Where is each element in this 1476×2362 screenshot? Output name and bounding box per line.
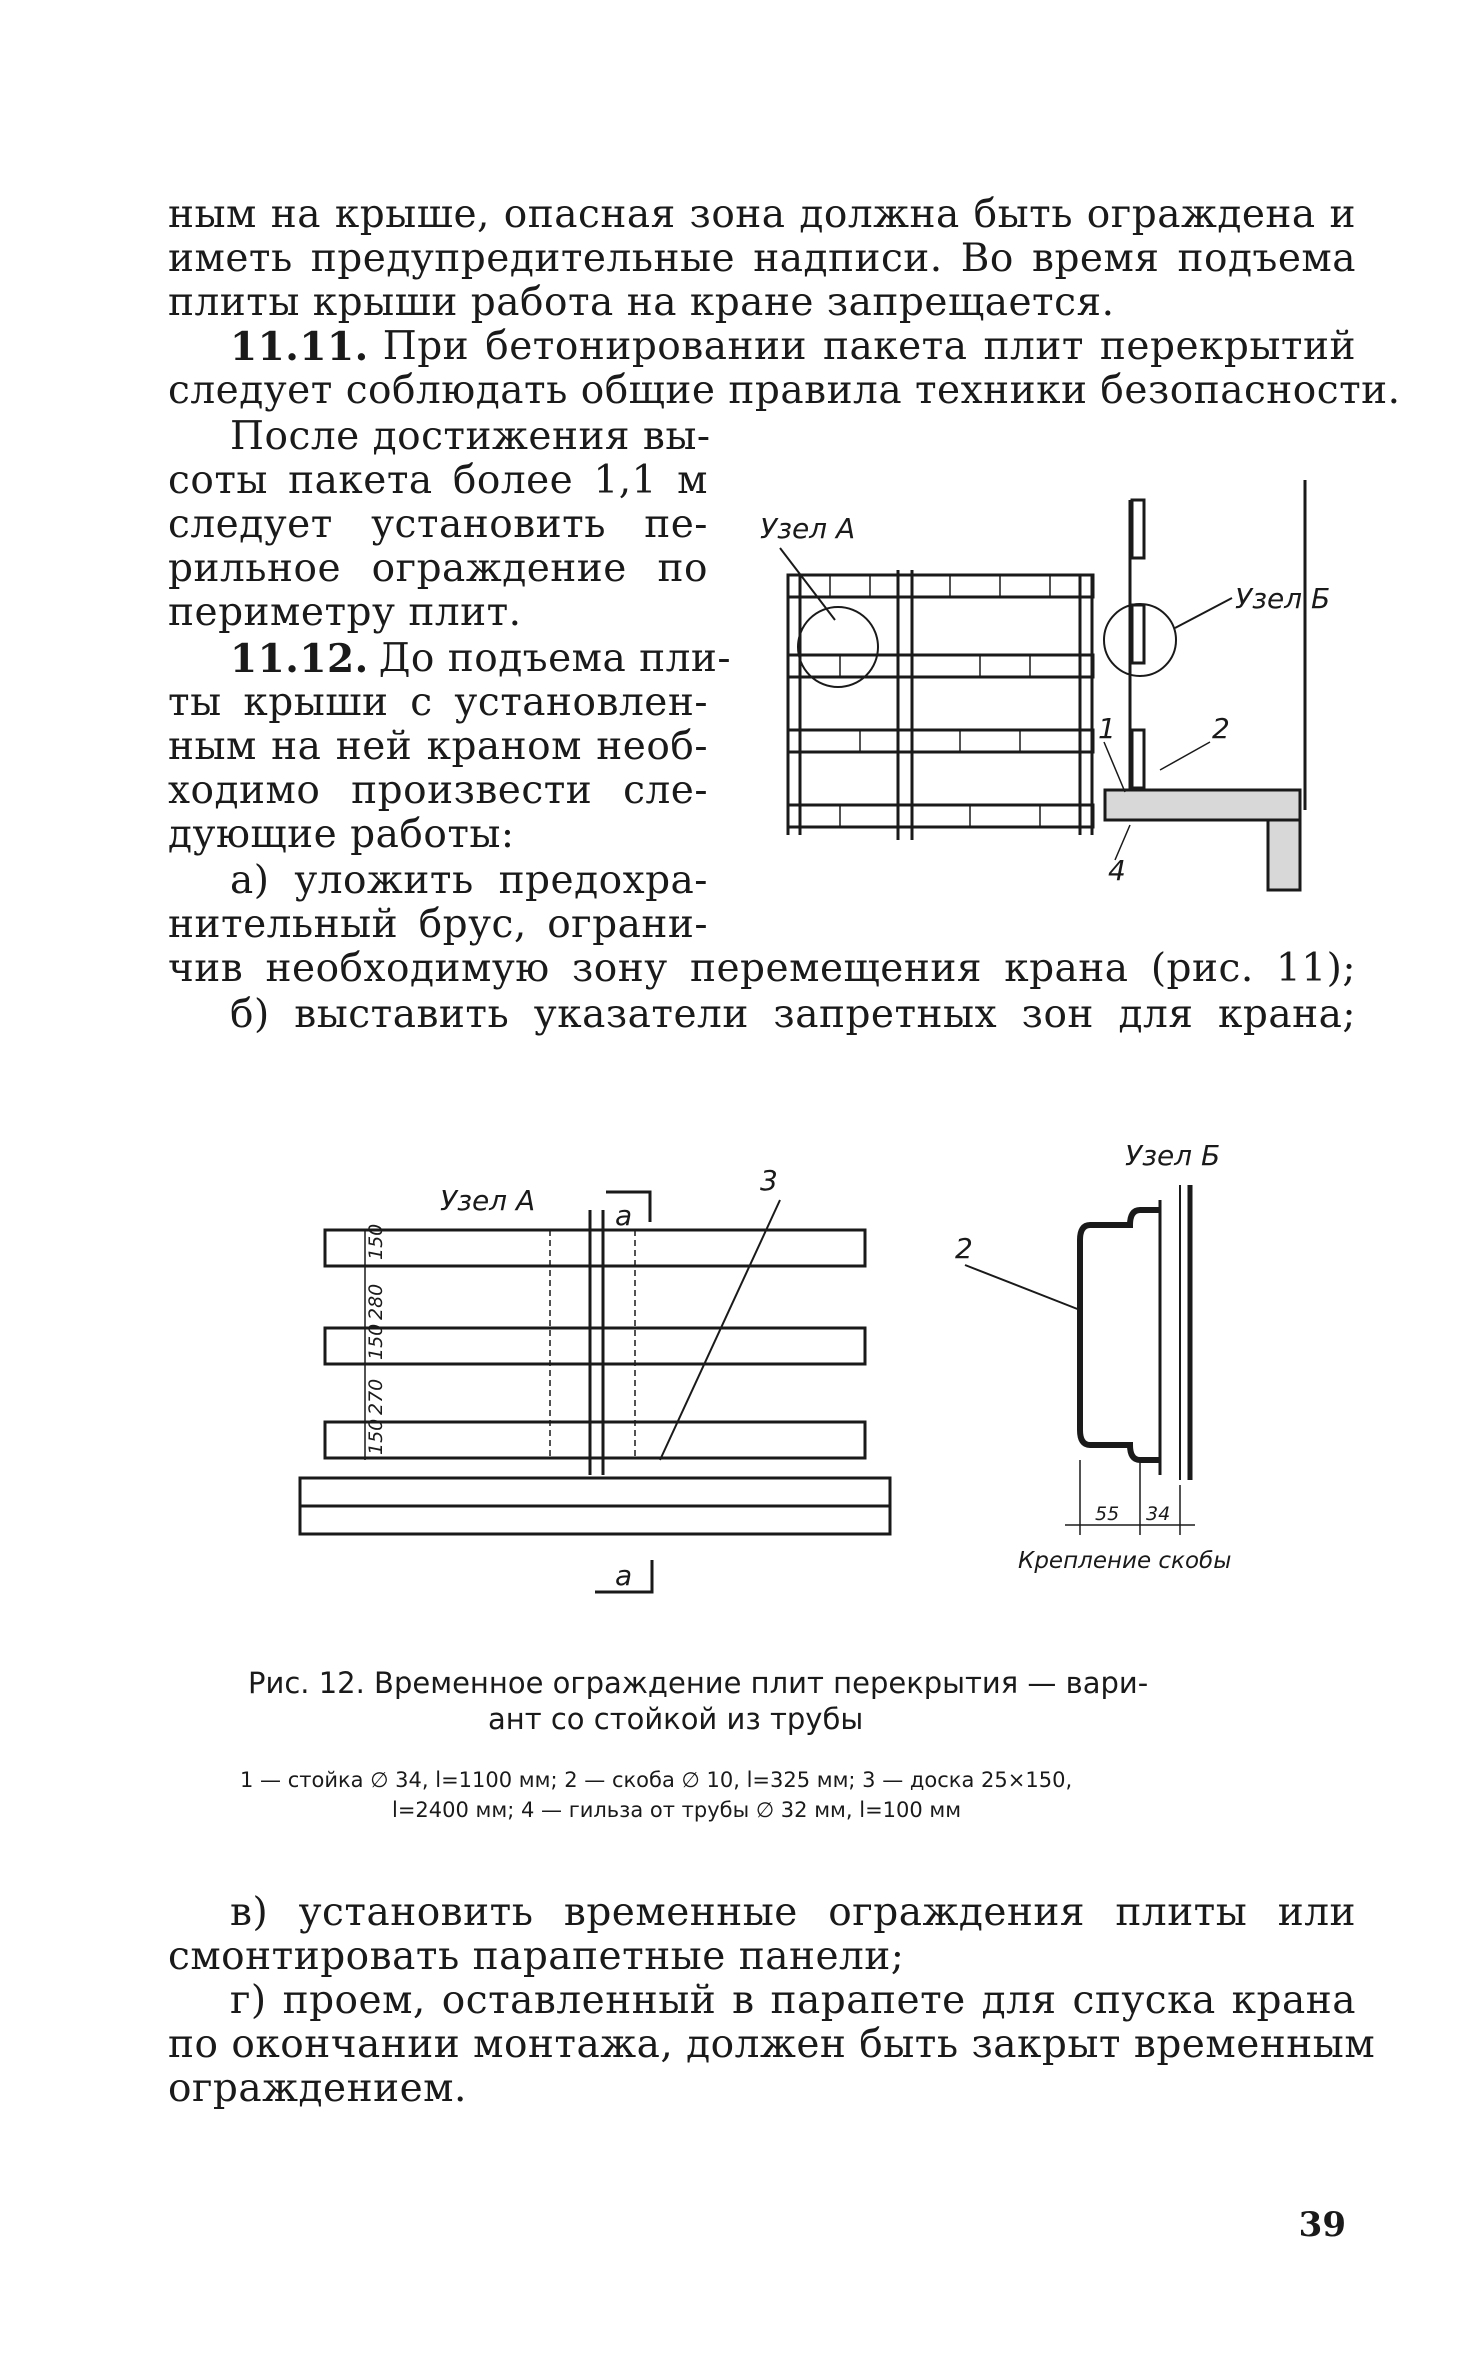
- text-line: ходимо произвести сле-: [168, 768, 708, 813]
- text-line: нительный брус, ограни-: [168, 902, 708, 947]
- fig12-label-uzel-a: Узел А: [440, 1184, 536, 1217]
- fig12-bracket-detail: [1080, 1185, 1190, 1480]
- fig11-label-uzel-a: Узел А: [760, 512, 856, 545]
- text-line: а) уложить предохра-: [230, 858, 708, 903]
- text-line: ты крыши с установлен-: [168, 680, 708, 725]
- fig12-dim-34: 34: [1146, 1503, 1171, 1525]
- fig12-fence-boards: [300, 1210, 890, 1534]
- figure-caption-title-line2: ант со стойкой из трубы: [488, 1702, 864, 1736]
- text-line: г) проем, оставленный в парапете для спуска крана: [230, 1978, 1356, 2023]
- figure-legend-line2: l=2400 мм; 4 — гильза от трубы ∅ 32 мм, l=100 мм: [392, 1798, 962, 1822]
- text-line: иметь предупредительные надписи. Во время подъема: [168, 236, 1356, 281]
- text-line: в) установить временные ограждения плиты или: [230, 1890, 1356, 1935]
- dim-label: 150: [365, 1323, 387, 1360]
- dim-label: 270: [365, 1378, 387, 1415]
- fig11-side-section: [1104, 480, 1305, 890]
- figure-legend-line1: 1 — стойка ∅ 34, l=1100 мм; 2 — скоба ∅ 10, l=325 мм; 3 — доска 25×150,: [240, 1768, 1073, 1792]
- figure-caption-title-line1: Рис. 12. Временное ограждение плит перекрытия — вари-: [248, 1666, 1149, 1700]
- fig12-number-2: 2: [955, 1232, 973, 1265]
- text-line: чив необходимую зону перемещения крана (рис. 11);: [168, 946, 1356, 991]
- paragraph-number: 11.11.: [230, 324, 369, 370]
- text-line: ограждением.: [168, 2066, 467, 2111]
- fig12-section-mark-bottom: а: [615, 1559, 633, 1592]
- fig12-dim-55: 55: [1095, 1503, 1120, 1525]
- text-line: следует соблюдать общие правила техники безопасности.: [168, 368, 1401, 413]
- text-line: ным на крыше, опасная зона должна быть ограждена и: [168, 192, 1356, 237]
- text-line: периметру плит.: [168, 590, 522, 635]
- text-line: До подъема пли-: [378, 636, 732, 681]
- text-line: плиты крыши работа на кране запрещается.: [168, 280, 1115, 325]
- dim-label: 280: [365, 1283, 387, 1320]
- text-line: соты пакета более 1,1 м: [168, 458, 708, 503]
- fig11-fence-front-view: [788, 570, 1093, 840]
- text-line: дующие работы:: [168, 812, 515, 857]
- dim-label: 150: [365, 1418, 387, 1455]
- figure-12: [290, 1130, 1270, 1650]
- page-number: 39: [1298, 2205, 1346, 2245]
- fig11-number-2: 2: [1212, 712, 1230, 745]
- fig12-section-mark-top: а: [615, 1199, 633, 1232]
- fig11-number-4: 4: [1108, 854, 1126, 887]
- fig12-bracket-caption: Крепление скобы: [1018, 1548, 1232, 1574]
- fig12-dim-lines: [1065, 1460, 1195, 1535]
- dim-label: 150: [365, 1223, 387, 1260]
- paragraph-11-11-first-line: [230, 324, 1356, 370]
- figure-11: [720, 480, 1340, 920]
- text-line: рильное ограждение по: [168, 546, 708, 591]
- text-line: б) выставить указатели запретных зон для крана;: [230, 992, 1356, 1037]
- paragraph-number: 11.12.: [230, 636, 369, 682]
- fig11-label-uzel-b: Узел Б: [1235, 582, 1331, 615]
- paragraph-11-12-first-line: [230, 636, 732, 682]
- fig12-dimensions-left: [365, 1224, 387, 1455]
- text-line: смонтировать парапетные панели;: [168, 1934, 905, 1979]
- text-line: После достижения вы-: [230, 414, 711, 459]
- fig12-number-3: 3: [760, 1164, 778, 1197]
- text-line: следует установить пе-: [168, 502, 708, 547]
- text-line: ным на ней краном необ-: [168, 724, 708, 769]
- text-line: по окончании монтажа, должен быть закрыт временным: [168, 2022, 1376, 2067]
- fig11-number-1: 1: [1098, 712, 1116, 745]
- text-line: При бетонировании пакета плит перекрытий: [382, 324, 1356, 369]
- fig12-label-uzel-b: Узел Б: [1125, 1139, 1221, 1172]
